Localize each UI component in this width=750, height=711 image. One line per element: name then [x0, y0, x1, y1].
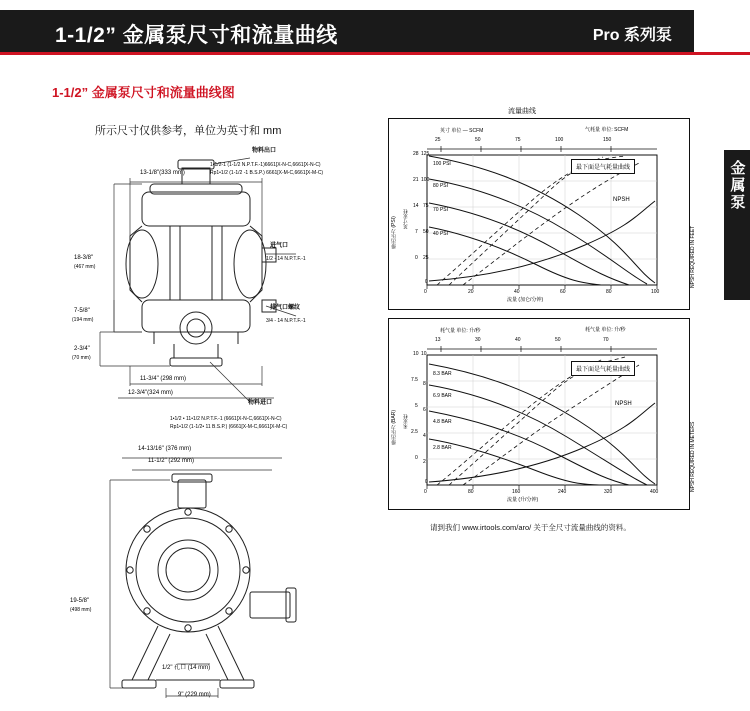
chart2-left-tick-3: 2.5: [411, 429, 418, 435]
chart2-annot-48bar: 4.8 BAR: [433, 419, 452, 425]
dim-7-5-8-mm: (194 mm): [72, 317, 94, 323]
chart1-annot-100psi: 100 PSI: [433, 161, 451, 167]
chart2-annot-28bar: 2.8 BAR: [433, 445, 452, 451]
flow-curve-chart-metric: [388, 318, 690, 510]
charts-heading: 流量曲线: [508, 108, 536, 115]
series-label: Pro 系列泵: [592, 27, 672, 44]
chart1-top-tick-3: 100: [555, 137, 564, 143]
chart1-top-tick-1: 50: [475, 137, 481, 143]
chart1-y-tick-100: 100: [421, 177, 430, 183]
chart2-x-tick-5: 400: [650, 489, 659, 495]
dim-7-5-8: 7-5/8": [74, 308, 90, 314]
chart1-top-tick-2: 75: [515, 137, 521, 143]
chart2-y-tick-2: 2: [423, 459, 426, 465]
dim-2-3-4-mm: (70 mm): [72, 355, 91, 361]
chart1-left-tick-1: 21: [413, 177, 419, 183]
chart1-annot-80psi: 80 PSI: [433, 183, 449, 189]
chart1-xlabel: 流量 (加仑/分钟): [507, 297, 544, 303]
chart2-top-tick-2: 40: [515, 337, 521, 343]
chart2-legend: 最下面是气耗量曲线: [571, 361, 635, 376]
chart1-x-tick-1: 20: [468, 289, 474, 295]
chart1-y-tick-0: 0: [425, 279, 428, 285]
side-tab: [724, 150, 750, 300]
chart1-left-axis-unit: 英寸汞柱: [403, 209, 409, 229]
chart1-annot-40psi: 40 PSI: [433, 231, 449, 237]
chart1-top-axis-label: 气耗量 单位: SCFM: [585, 127, 629, 133]
chart1-svg: [389, 119, 689, 309]
pump-drawing: [70, 140, 360, 700]
chart2-top-tick-4: 70: [603, 337, 609, 343]
chart1-legend: 最下面是气耗量曲线: [571, 159, 635, 174]
label-material-outlet: 物料出口: [252, 148, 277, 154]
chart2-xlabel: 流量 (升/分钟): [507, 497, 539, 503]
chart2-svg: [389, 319, 689, 509]
chart2-left-tick-1: 7.5: [411, 377, 418, 383]
chart1-subtitle: 英寸 单位 — SCFM: [440, 128, 484, 134]
chart2-x-tick-2: 160: [512, 489, 521, 495]
label-air-inlet: 进气口: [270, 243, 289, 249]
label-outlet-detail-2: Rp1•1/2 (1-1/2 -1 B.S.P.) 6661[X-M-C,6661[X-M-C): [210, 170, 324, 176]
chart2-y-tick-4: 4: [423, 433, 426, 439]
chart2-left-tick-2: 5: [415, 403, 418, 409]
chart1-top-tick-0: 25: [435, 137, 441, 143]
chart2-x-tick-0: 0: [424, 489, 427, 495]
dim-11-1-2: 11-1/2" (292 mm): [148, 458, 195, 464]
chart1-x-tick-2: 40: [514, 289, 520, 295]
chart2-x-tick-3: 240: [558, 489, 567, 495]
dim-2-3-4: 2-3/4": [74, 346, 90, 352]
dim-14-13-16: 14-13/16" (376 mm): [138, 446, 192, 452]
side-tab-label: 金属泵: [728, 160, 746, 211]
chart2-top-tick-3: 50: [555, 337, 561, 343]
chart1-y-tick-50: 50: [423, 229, 429, 235]
chart2-y-tick-10: 10: [421, 351, 427, 357]
chart2-ylabel: 排出压力 (BAR): [391, 410, 397, 445]
dim-11-3-4: 11-3/4" (298 mm): [140, 376, 187, 382]
chart1-left-tick-3: 7: [415, 229, 418, 235]
chart2-annot-69bar: 6.9 BAR: [433, 393, 452, 399]
chart2-annot-83bar: 8.3 BAR: [433, 371, 452, 377]
chart2-subtitle: 耗气量 单位: 升/秒: [440, 328, 481, 334]
section-note: 所示尺寸仅供参考，单位为英寸和 mm: [95, 125, 282, 137]
chart1-x-tick-0: 0: [424, 289, 427, 295]
chart1-top-tick-4: 150: [603, 137, 612, 143]
chart1-y-tick-75: 75: [423, 203, 429, 209]
charts-footer-note: 请到我们 www.irtools.com/aro/ 关于全尺寸流量曲线的资料。: [430, 523, 631, 532]
chart2-x-tick-1: 80: [468, 489, 474, 495]
chart1-x-tick-5: 100: [651, 289, 660, 295]
chart2-top-tick-0: 13: [435, 337, 441, 343]
chart1-y-tick-125: 125: [421, 151, 430, 157]
label-material-inlet-d2: Rp1•1/2 (1-1/2• 11 B.S.P.) (6661[X-M-C,6661[X-M-C): [170, 424, 288, 430]
chart2-top-tick-1: 30: [475, 337, 481, 343]
chart2-x-tick-4: 320: [604, 489, 613, 495]
page-header: [0, 10, 694, 52]
chart1-x-tick-3: 60: [560, 289, 566, 295]
dim-18-3-8: 18-3/8": [74, 255, 94, 261]
chart2-top-axis-label: 耗气量 单位: 升/秒: [585, 327, 626, 333]
dim-half-inch-hole: 1/2" 孔口 (14 mm): [162, 665, 211, 671]
chart1-x-tick-4: 80: [606, 289, 612, 295]
chart1-y-tick-25: 25: [423, 255, 429, 261]
chart1-y2label: NPSH REQUIRED IN FEET: [690, 225, 696, 288]
chart2-y2label: NPSH REQUIRED IN METERS: [690, 421, 696, 492]
label-material-inlet-d1: 1•1/2 • 11•1/2 N.P.T.F.-1 (6661[X-N-C,6661[X-N-C): [170, 416, 282, 422]
label-exhaust: 排气口螺纹: [270, 305, 301, 311]
chart1-annot-npsh: NPSH: [613, 197, 630, 203]
section-title: 1-1/2” 金属泵尺寸和流量曲线图: [52, 85, 235, 100]
chart2-annot-npsh: NPSH: [615, 401, 632, 407]
page-title: 1-1/2” 金属泵尺寸和流量曲线: [55, 24, 338, 47]
chart2-left-axis-unit: 米汞柱: [403, 414, 409, 429]
chart1-left-tick-2: 14: [413, 203, 419, 209]
dim-13-1-8: 13-1/8"(333 mm): [140, 170, 185, 176]
dim-19-5-8-mm: (498 mm): [70, 607, 92, 613]
chart1-annot-70psi: 70 PSI: [433, 207, 449, 213]
chart2-y-tick-0: 0: [425, 479, 428, 485]
chart2-left-tick-0: 10: [413, 351, 419, 357]
chart2-left-tick-4: 0: [415, 455, 418, 461]
dim-12-3-4: 12-3/4"(324 mm): [128, 390, 173, 396]
chart2-y-tick-6: 6: [423, 407, 426, 413]
chart2-y-tick-8: 8: [423, 381, 426, 387]
dim-19-5-8: 19-5/8": [70, 598, 90, 604]
dim-18-3-8-mm: (467 mm): [74, 264, 96, 270]
label-outlet-detail-1: 1•1/2-1 (1-1/2 N.P.T.F.-1)6661[X-N-C,6661[X-N-C): [210, 162, 321, 168]
chart1-left-tick-0: 28: [413, 151, 419, 157]
label-material-inlet: 物料进口: [248, 400, 273, 406]
label-exhaust-detail: 3/4 - 14 N.P.T.F.-1: [266, 318, 306, 324]
chart1-left-tick-4: 0: [415, 255, 418, 261]
header-underline: [0, 52, 750, 55]
chart1-ylabel: 排出压力 (PSI): [391, 216, 397, 249]
dim-9-inch: 9" (229 mm): [178, 692, 211, 698]
label-air-inlet-detail: 1/2 - 14 N.P.T.F.-1: [266, 256, 306, 262]
flow-curve-chart-imperial: [388, 118, 690, 310]
